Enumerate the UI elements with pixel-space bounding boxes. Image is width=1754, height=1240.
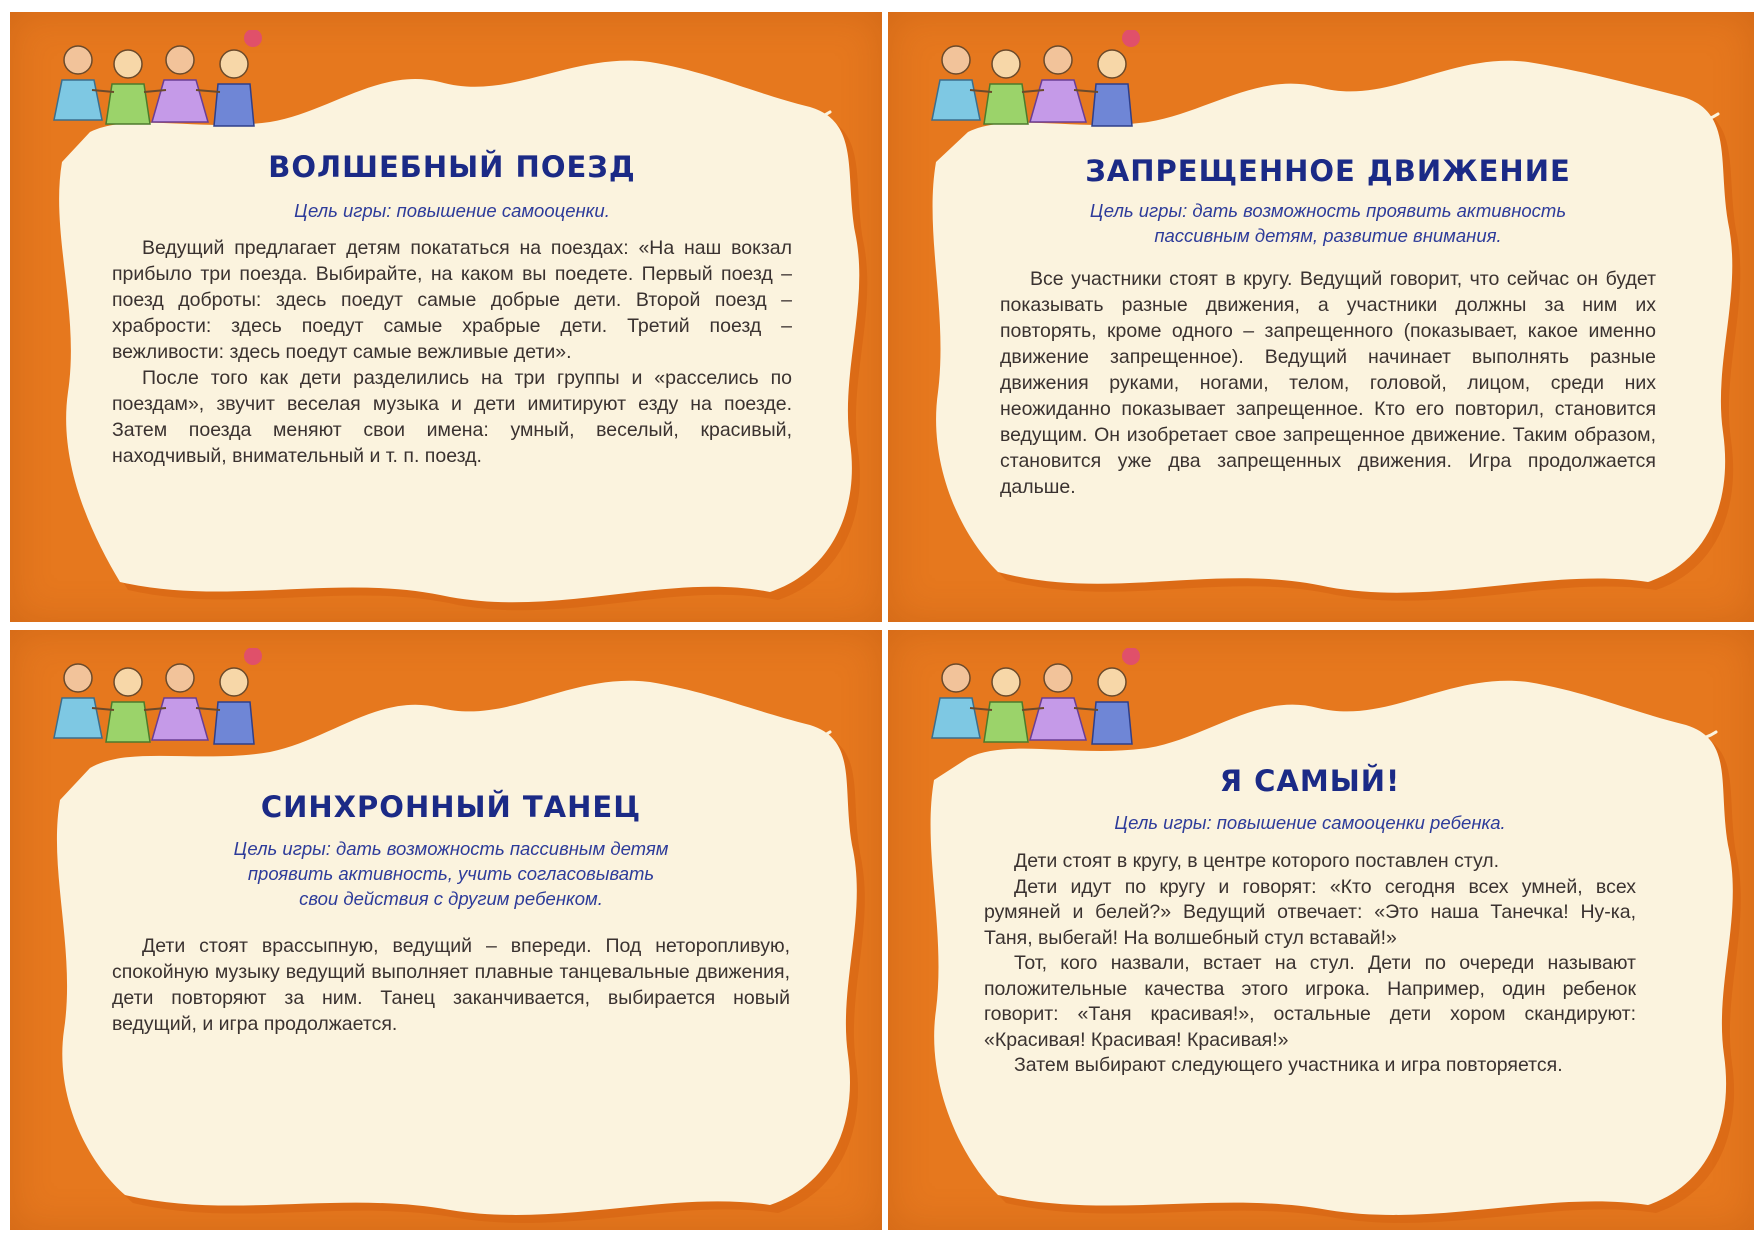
card-paragraph: Ведущий предлагает детям покататься на поездах: «На наш вокзал прибыло три поезда. Выбирайте, на каком вы поедете. Первый поезд – поезд доброты: здесь поедут самые добрые дети. Второй поезд – храбрости: здесь поедут самые храбрые дети. Третий поезд – вежливости: здесь поедут самые вежливые дети». xyxy=(112,237,792,363)
card-goal: Цель игры: повышение самооценки ребенка. xyxy=(1114,812,1506,833)
card-content xyxy=(112,790,790,1037)
card-paragraph: Дети идут по кругу и говорят: «Кто сегодня всех умней, всех румяней и белей?» Ведущий отвечает: «Это наша Танечка! Ну-ка, Таня, выбегай! На волшебный стул вставай!» xyxy=(984,875,1636,949)
card-paragraph: Дети стоят в кругу, в центре которого поставлен стул. xyxy=(1014,850,1500,872)
card-paragraph: После того как дети разделились на три группы и «расселись по поездам», звучит веселая музыка и дети имитируют езду на поезде. Затем поезда меняют свои имена: умный, веселый, красивый, находчивый, внимательный и т. п. поезд. xyxy=(112,367,792,467)
card-content xyxy=(984,764,1636,1079)
card-content xyxy=(112,150,792,469)
game-card-forbidden-move xyxy=(888,12,1754,622)
game-card-i-am-the-best xyxy=(888,630,1754,1230)
children-holding-hands-icon xyxy=(926,648,1176,763)
card-paragraph: Дети стоят врассыпную, ведущий – впереди. Под неторопливую, спокойную музыку ведущий выполняет плавные танцевальные движения, дети повторяют за ним. Танец заканчивается, выбирается новый ведущий, и игра продолжается. xyxy=(112,935,790,1035)
card-title: ВОЛШЕБНЫЙ ПОЕЗД xyxy=(268,150,636,184)
card-content xyxy=(1000,154,1656,500)
card-goal: Цель игры: повышение самооценки. xyxy=(294,200,610,221)
children-holding-hands-icon xyxy=(926,30,1176,145)
card-paragraph: Все участники стоят в кругу. Ведущий говорит, что сейчас он будет показывать разные движения, а участники должны за ним их повторять, кроме одного – запрещенного (показывает, какое именно движение запрещенное). Ведущий начинает выполнять разные движения руками, ногами, телом, головой, лицом, среди них неожиданно показывает запрещенное. Кто его повторил, становится ведущим. Он изобретает свое запрещенное движение. Таким образом, становится уже два запрещенных движения. Игра продолжается дальше. xyxy=(1000,268,1656,498)
card-title: СИНХРОННЫЙ ТАНЕЦ xyxy=(260,790,642,824)
card-title: ЗАПРЕЩЕННОЕ ДВИЖЕНИЕ xyxy=(1085,154,1571,188)
card-title: Я САМЫЙ! xyxy=(1219,764,1401,798)
game-card-magic-train xyxy=(10,12,882,622)
children-holding-hands-icon xyxy=(48,648,298,763)
game-card-synchronous-dance xyxy=(10,630,882,1230)
card-goal: Цель игры: дать возможность пассивным детям проявить активность, учить согласовывать свои действия с другим ребенком. xyxy=(233,838,669,909)
card-paragraph: Затем выбирают следующего участника и игра повторяется. xyxy=(1014,1054,1563,1076)
card-paragraph: Тот, кого назвали, встает на стул. Дети по очереди называют положительные качества этого игрока. Например, один ребенок говорит: «Таня красивая!», остальные дети хором скандируют: «Красивая! Красивая! Красивая!» xyxy=(984,952,1636,1051)
children-holding-hands-icon xyxy=(48,30,298,145)
card-goal: Цель игры: дать возможность проявить активность пассивным детям, развитие внимания. xyxy=(1089,200,1567,246)
